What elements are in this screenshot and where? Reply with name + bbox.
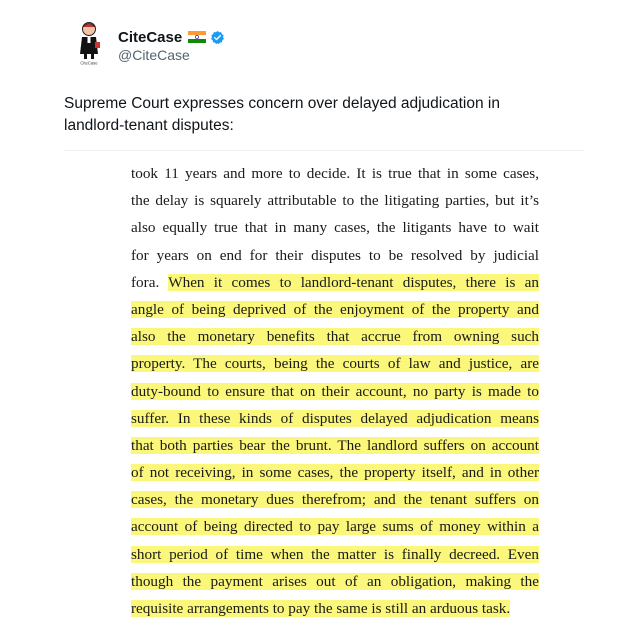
author-names xyxy=(118,28,225,63)
document-line xyxy=(131,568,539,595)
document-text xyxy=(131,160,539,622)
document-line-text: the delay is squarely attributable to the litigating parties, but it’s xyxy=(131,192,539,210)
document-line xyxy=(131,323,539,350)
highlighted-text: though the payment arises out of an obligation, making the xyxy=(131,572,539,590)
highlighted-text: suffer. In these kinds of disputes delayed adjudication means xyxy=(131,409,539,427)
document-line xyxy=(131,513,539,540)
highlighted-text: also the monetary benefits that accrue from owning such xyxy=(131,328,539,346)
document-line xyxy=(131,378,539,405)
document-line xyxy=(131,459,539,486)
document-line xyxy=(131,405,539,432)
document-line xyxy=(131,160,539,187)
verified-badge-icon xyxy=(210,30,225,45)
tweet-text: Supreme Court expresses concern over delayed adjudication in landlord-tenant disputes: xyxy=(64,95,500,134)
highlighted-text: property. The courts, being the courts of law and justice, are xyxy=(131,355,539,373)
document-line xyxy=(131,296,539,323)
document-line xyxy=(131,432,539,459)
attached-document-image[interactable] xyxy=(64,150,584,626)
avatar-caption: CiteCase xyxy=(80,60,98,66)
author-handle[interactable]: @CiteCase xyxy=(118,47,190,63)
display-name-row xyxy=(118,28,225,46)
document-line xyxy=(131,541,539,568)
highlighted-text: account of being directed to pay large sums of money within a xyxy=(131,518,539,536)
document-line xyxy=(131,214,539,241)
highlighted-text: of not receiving, in some cases, the property itself, and in other xyxy=(131,464,539,482)
document-line-text: for years on end for their disputes to be resolved by judicial xyxy=(131,246,539,264)
document-line xyxy=(131,486,539,513)
document-line-text: took 11 years and more to decide. It is true that in some cases, xyxy=(131,165,539,182)
author-display-name[interactable]: CiteCase xyxy=(118,28,183,46)
highlighted-text: angle of being deprived of the enjoyment of the property and xyxy=(131,300,539,318)
highlighted-text: short period of time when the matter is finally decreed. Even xyxy=(131,545,539,563)
lawyer-figure-icon xyxy=(66,18,112,66)
document-line-text: also equally true that in many cases, the litigants have to wait xyxy=(131,219,539,237)
highlighted-text: requisite arrangements to pay the same is still an arduous task. xyxy=(131,600,511,617)
document-line xyxy=(131,595,539,622)
document-line xyxy=(131,242,539,269)
document-line xyxy=(131,350,539,377)
highlighted-text: cases, the monetary dues therefrom; and the tenant suffers on xyxy=(131,491,539,509)
highlighted-text: that both parties bear the brunt. The landlord suffers on account xyxy=(131,436,539,454)
tweet-header xyxy=(66,18,586,70)
document-line-text: fora. xyxy=(131,273,169,291)
avatar[interactable] xyxy=(66,18,112,66)
highlighted-text: duty-bound to ensure that on their account, no party is made to xyxy=(131,382,539,400)
india-flag-icon xyxy=(188,31,206,43)
highlighted-text: When it comes to landlord-tenant disputes, there is an xyxy=(168,273,539,291)
document-line xyxy=(131,269,539,296)
document-line xyxy=(131,187,539,214)
